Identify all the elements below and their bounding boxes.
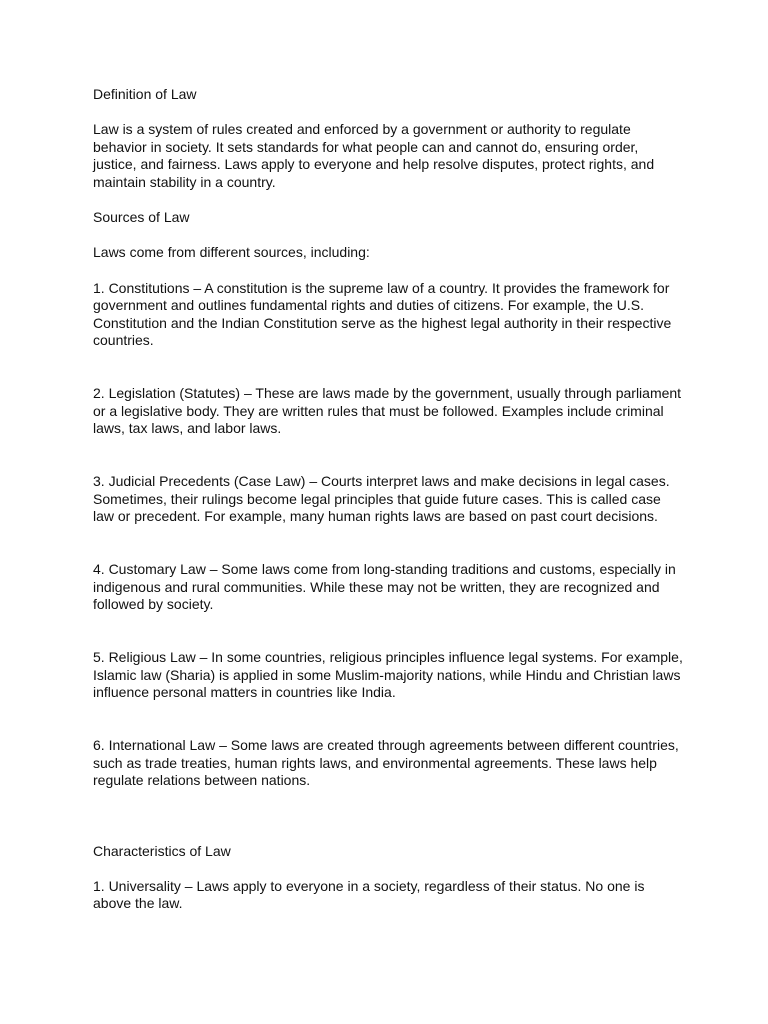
source-item-international-law: 6. International Law – Some laws are created through agreements between different countries, such as trade treaties, human rights laws, and environmental agreements. These laws help regulate relations between nations. <box>93 736 679 789</box>
source-item-legislation: 2. Legislation (Statutes) – These are laws made by the government, usually through parliament or a legislative body. They are written rules that must be followed. Examples include criminal laws, tax laws, and labor laws. <box>93 385 682 437</box>
sources-heading: Sources of Law <box>93 209 190 226</box>
definition-heading: Definition of Law <box>93 86 197 102</box>
source-item-religious-law: 5. Religious Law – In some countries, religious principles influence legal systems. For example, Islamic law (Sharia) is applied in some Muslim-majority nations, while Hindu and Christian laws influence personal matters in countries like India. <box>93 649 683 701</box>
document-body <box>93 86 683 931</box>
source-item-customary-law: 4. Customary Law – Some laws come from long-standing traditions and customs, especially in indigenous and rural communities. While these may not be written, they are recognized and followed by society. <box>93 561 676 613</box>
source-item-constitutions: 1. Constitutions – A constitution is the supreme law of a country. It provides the framework for government and outlines fundamental rights and duties of citizens. For example, the U.S. Constitution and the Indian Constitution serve as the highest legal authority in their respective countries. <box>93 279 672 349</box>
characteristics-heading: Characteristics of Law <box>93 842 231 859</box>
source-item-judicial-precedents: 3. Judicial Precedents (Case Law) – Courts interpret laws and make decisions in legal cases. Sometimes, their rulings become legal principles that guide future cases. This is called case law or precedent. For example, many human rights laws are based on past court decisions. <box>93 473 670 525</box>
sources-intro: Laws come from different sources, including: <box>93 244 370 261</box>
definition-paragraph: Law is a system of rules created and enforced by a government or authority to regulate behavior in society. It sets standards for what people can and cannot do, ensuring order, justice, and fairness. Laws apply to everyone and help resolve disputes, protect rights, and maintain stability in a country. <box>93 121 655 190</box>
characteristic-item-universality: 1. Universality – Laws apply to everyone in a society, regardless of their status. No one is above the law. <box>93 877 645 912</box>
